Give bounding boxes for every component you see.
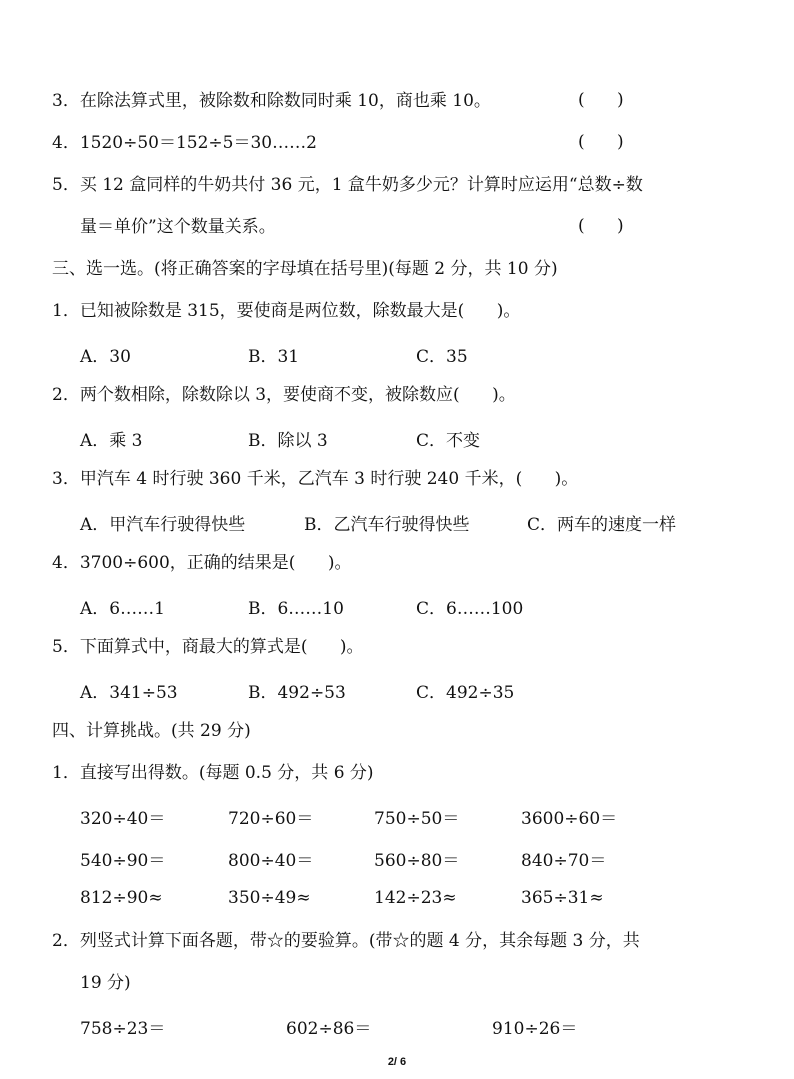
choice-q3-option-a[interactable]: A．甲汽车行驶得快些 [80, 515, 246, 535]
judge-q5-line1: 5．买 12 盒同样的牛奶共付 36 元，1 盒牛奶多少元？计算时应运用“总数÷数 [52, 175, 643, 195]
choice-q1-option-b[interactable]: B．31 [248, 347, 300, 367]
choice-q1-stem: 1．已知被除数是 315，要使商是两位数，除数最大是( )。 [52, 301, 521, 321]
vertical-calc-item: 758÷23＝ [80, 1019, 166, 1039]
answer-paren-q4[interactable]: ( ) [578, 132, 624, 152]
choice-q5-stem: 5．下面算式中，商最大的算式是( )。 [52, 637, 364, 657]
oral-calc-item: 350÷49≈ [228, 888, 311, 908]
oral-calc-item: 720÷60＝ [228, 809, 314, 829]
choice-q3-option-c[interactable]: C．两车的速度一样 [527, 515, 677, 535]
oral-calc-item: 3600÷60＝ [521, 809, 618, 829]
section4-sub2-line2: 19 分) [80, 973, 131, 993]
judge-q5-line2: 量＝单价”这个数量关系。 [80, 217, 276, 237]
oral-calc-item: 540÷90＝ [80, 851, 166, 871]
choice-q4-stem: 4．3700÷600，正确的结果是( )。 [52, 553, 352, 573]
answer-paren-q5[interactable]: ( ) [578, 216, 624, 236]
choice-q1-option-a[interactable]: A．30 [80, 347, 131, 367]
vertical-calc-item: 910÷26＝ [492, 1019, 578, 1039]
judge-q4: 4．1520÷50＝152÷5＝30……2 [52, 133, 317, 153]
choice-q2-option-a[interactable]: A．乘 3 [80, 431, 143, 451]
choice-q2-option-b[interactable]: B．除以 3 [248, 431, 328, 451]
oral-calc-item: 840÷70＝ [521, 851, 607, 871]
choice-q5-option-b[interactable]: B．492÷53 [248, 683, 346, 703]
section4-title: 四、计算挑战。(共 29 分) [52, 721, 251, 741]
choice-q5-option-c[interactable]: C．492÷35 [416, 683, 515, 703]
choice-q3-option-b[interactable]: B．乙汽车行驶得快些 [304, 515, 470, 535]
section4-sub1: 1．直接写出得数。(每题 0.5 分，共 6 分) [52, 763, 374, 783]
choice-q3-stem: 3．甲汽车 4 时行驶 360 千米，乙汽车 3 时行驶 240 千米，( )。 [52, 469, 579, 489]
section3-title: 三、选一选。(将正确答案的字母填在括号里)(每题 2 分，共 10 分) [52, 259, 558, 279]
oral-calc-item: 142÷23≈ [374, 888, 457, 908]
choice-q5-option-a[interactable]: A．341÷53 [80, 683, 178, 703]
judge-q3: 3．在除法算式里，被除数和除数同时乘 10，商也乘 10。 [52, 91, 491, 111]
oral-calc-item: 320÷40＝ [80, 809, 166, 829]
oral-calc-item: 750÷50＝ [374, 809, 460, 829]
choice-q2-stem: 2．两个数相除，除数除以 3，要使商不变，被除数应( )。 [52, 385, 516, 405]
vertical-calc-item: 602÷86＝ [286, 1019, 372, 1039]
page-number: 2/ 6 [387, 1056, 407, 1068]
choice-q4-option-a[interactable]: A．6……1 [80, 599, 165, 619]
answer-paren-q3[interactable]: ( ) [578, 90, 624, 110]
oral-calc-item: 800÷40＝ [228, 851, 314, 871]
oral-calc-item: 560÷80＝ [374, 851, 460, 871]
oral-calc-item: 365÷31≈ [521, 888, 604, 908]
choice-q1-option-c[interactable]: C．35 [416, 347, 468, 367]
choice-q4-option-c[interactable]: C．6……100 [416, 599, 524, 619]
choice-q2-option-c[interactable]: C．不变 [416, 431, 481, 451]
oral-calc-item: 812÷90≈ [80, 888, 163, 908]
choice-q4-option-b[interactable]: B．6……10 [248, 599, 344, 619]
section4-sub2-line1: 2．列竖式计算下面各题，带☆的要验算。(带☆的题 4 分，其余每题 3 分，共 [52, 931, 640, 951]
